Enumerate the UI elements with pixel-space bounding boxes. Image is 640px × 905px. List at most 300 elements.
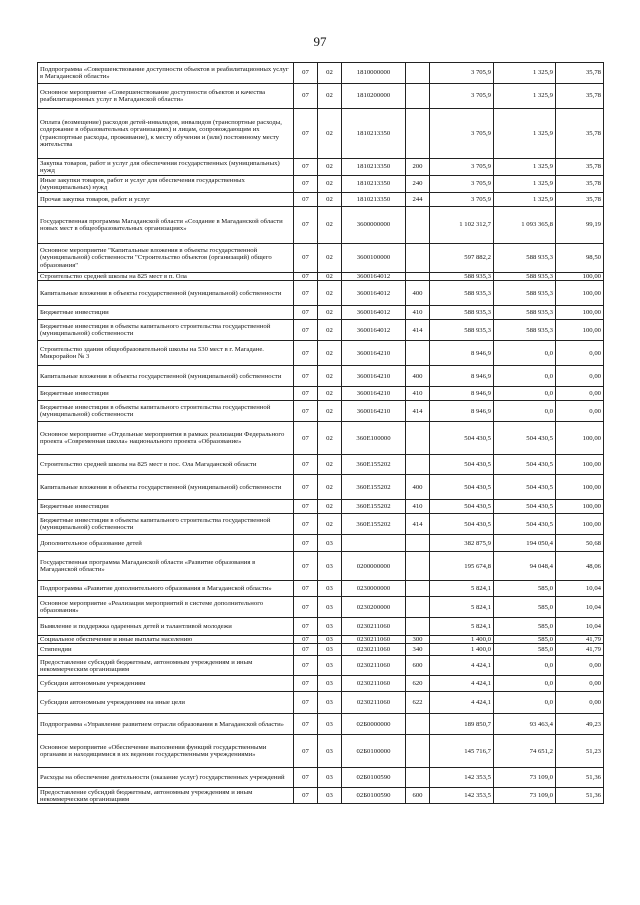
expense-type-code <box>406 341 430 366</box>
planned-amount: 195 674,8 <box>430 552 494 581</box>
section-code: 07 <box>294 788 318 804</box>
table-row <box>38 207 604 244</box>
planned-amount: 588 935,3 <box>430 320 494 341</box>
subsection-code: 03 <box>318 618 342 636</box>
expense-name: Основное мероприятие «Совершенствование доступности объектов и качества реабилитационных услуг в Магаданской области» <box>38 84 294 109</box>
section-code: 07 <box>294 320 318 341</box>
target-article-code: 3600164210 <box>342 366 406 387</box>
execution-percent: 0,00 <box>556 676 604 692</box>
table-row <box>38 788 604 804</box>
planned-amount: 588 935,3 <box>430 273 494 281</box>
executed-amount: 1 325,9 <box>494 109 556 159</box>
target-article-code: 1810000000 <box>342 63 406 84</box>
target-article-code: 3600164210 <box>342 387 406 401</box>
table-row <box>38 500 604 514</box>
table-row <box>38 244 604 273</box>
table-row <box>38 535 604 552</box>
section-code: 07 <box>294 63 318 84</box>
table-row <box>38 692 604 714</box>
executed-amount: 73 109,0 <box>494 768 556 788</box>
table-row <box>38 281 604 306</box>
section-code: 07 <box>294 552 318 581</box>
expense-type-code <box>406 768 430 788</box>
subsection-code: 02 <box>318 387 342 401</box>
table-row <box>38 320 604 341</box>
executed-amount: 585,0 <box>494 644 556 656</box>
execution-percent: 100,00 <box>556 281 604 306</box>
section-code: 07 <box>294 636 318 644</box>
expense-name: Стипендии <box>38 644 294 656</box>
table-row <box>38 768 604 788</box>
expense-type-code <box>406 84 430 109</box>
table-row <box>38 618 604 636</box>
expense-name: Подпрограмма «Управление развитием отрасли образования в Магаданской области» <box>38 714 294 735</box>
section-code: 07 <box>294 193 318 207</box>
subsection-code: 02 <box>318 366 342 387</box>
target-article-code: 360E155202 <box>342 500 406 514</box>
expense-name: Капитальные вложения в объекты государственной (муниципальной) собственности <box>38 281 294 306</box>
planned-amount: 597 882,2 <box>430 244 494 273</box>
subsection-code: 02 <box>318 500 342 514</box>
subsection-code: 02 <box>318 306 342 320</box>
subsection-code: 03 <box>318 768 342 788</box>
executed-amount: 1 325,9 <box>494 84 556 109</box>
table-row <box>38 735 604 768</box>
execution-percent: 0,00 <box>556 401 604 422</box>
planned-amount: 142 353,5 <box>430 768 494 788</box>
expense-type-code: 300 <box>406 636 430 644</box>
subsection-code: 03 <box>318 788 342 804</box>
expense-type-code: 410 <box>406 306 430 320</box>
execution-percent: 0,00 <box>556 366 604 387</box>
table-row <box>38 63 604 84</box>
section-code: 07 <box>294 84 318 109</box>
target-article-code: 0230211060 <box>342 692 406 714</box>
subsection-code: 02 <box>318 455 342 475</box>
expense-name: Бюджетные инвестиции в объекты капитального строительства государственной (муниципальной) собственности <box>38 320 294 341</box>
planned-amount: 4 424,1 <box>430 676 494 692</box>
target-article-code: 1810200000 <box>342 84 406 109</box>
target-article-code: 360E155202 <box>342 514 406 535</box>
table-row <box>38 636 604 644</box>
executed-amount: 93 463,4 <box>494 714 556 735</box>
table-row <box>38 159 604 176</box>
executed-amount: 504 430,5 <box>494 514 556 535</box>
target-article-code: 02Б0000000 <box>342 714 406 735</box>
execution-percent: 10,04 <box>556 581 604 597</box>
target-article-code: 3600100000 <box>342 244 406 273</box>
execution-percent: 49,23 <box>556 714 604 735</box>
table-row <box>38 109 604 159</box>
planned-amount: 1 102 312,7 <box>430 207 494 244</box>
planned-amount: 189 850,7 <box>430 714 494 735</box>
table-row <box>38 193 604 207</box>
expense-name: Закупка товаров, работ и услуг для обеспечения государственных (муниципальных) нужд <box>38 159 294 176</box>
table-row <box>38 84 604 109</box>
subsection-code: 03 <box>318 552 342 581</box>
section-code: 07 <box>294 109 318 159</box>
table-row <box>38 676 604 692</box>
expense-type-code <box>406 109 430 159</box>
expense-name: Бюджетные инвестиции <box>38 306 294 320</box>
table-row <box>38 644 604 656</box>
execution-percent: 51,23 <box>556 735 604 768</box>
expense-name: Бюджетные инвестиции <box>38 500 294 514</box>
section-code: 07 <box>294 387 318 401</box>
planned-amount: 382 875,9 <box>430 535 494 552</box>
subsection-code: 03 <box>318 636 342 644</box>
planned-amount: 1 400,0 <box>430 644 494 656</box>
execution-percent: 35,78 <box>556 109 604 159</box>
budget-table <box>37 62 604 804</box>
expense-name: Государственная программа Магаданской области «Создание в Магаданской области новых мест в общеобразовательных организациях» <box>38 207 294 244</box>
execution-percent: 35,78 <box>556 63 604 84</box>
planned-amount: 3 705,9 <box>430 176 494 193</box>
expense-name: Выявление и поддержка одаренных детей и талантливой молодежи <box>38 618 294 636</box>
section-code: 07 <box>294 714 318 735</box>
table-row <box>38 455 604 475</box>
target-article-code: 0230200000 <box>342 597 406 618</box>
section-code: 07 <box>294 475 318 500</box>
section-code: 07 <box>294 768 318 788</box>
target-article-code: 0230211060 <box>342 656 406 676</box>
expense-name: Подпрограмма «Развитие дополнительного образования в Магаданской области» <box>38 581 294 597</box>
target-article-code: 1810213350 <box>342 159 406 176</box>
planned-amount: 8 946,9 <box>430 341 494 366</box>
table-row <box>38 581 604 597</box>
subsection-code: 02 <box>318 193 342 207</box>
section-code: 07 <box>294 676 318 692</box>
planned-amount: 504 430,5 <box>430 475 494 500</box>
subsection-code: 03 <box>318 714 342 735</box>
planned-amount: 588 935,3 <box>430 281 494 306</box>
executed-amount: 0,0 <box>494 341 556 366</box>
executed-amount: 588 935,3 <box>494 244 556 273</box>
subsection-code: 02 <box>318 244 342 273</box>
section-code: 07 <box>294 656 318 676</box>
subsection-code: 02 <box>318 422 342 455</box>
expense-type-code: 600 <box>406 788 430 804</box>
expense-type-code <box>406 273 430 281</box>
executed-amount: 0,0 <box>494 656 556 676</box>
executed-amount: 504 430,5 <box>494 455 556 475</box>
planned-amount: 4 424,1 <box>430 692 494 714</box>
execution-percent: 100,00 <box>556 455 604 475</box>
execution-percent: 100,00 <box>556 422 604 455</box>
executed-amount: 588 935,3 <box>494 320 556 341</box>
subsection-code: 02 <box>318 341 342 366</box>
subsection-code: 02 <box>318 273 342 281</box>
table-row <box>38 552 604 581</box>
expense-type-code: 240 <box>406 176 430 193</box>
expense-name: Иные закупки товаров, работ и услуг для обеспечения государственных (муниципальных) нужд <box>38 176 294 193</box>
expense-name: Капитальные вложения в объекты государственной (муниципальной) собственности <box>38 475 294 500</box>
execution-percent: 0,00 <box>556 692 604 714</box>
expense-name: Предоставление субсидий бюджетным, автономным учреждениям и иным некоммерческим организациям <box>38 656 294 676</box>
section-code: 07 <box>294 176 318 193</box>
table-row <box>38 387 604 401</box>
execution-percent: 35,78 <box>556 84 604 109</box>
section-code: 07 <box>294 401 318 422</box>
table-row <box>38 341 604 366</box>
executed-amount: 0,0 <box>494 692 556 714</box>
expense-type-code: 414 <box>406 514 430 535</box>
execution-percent: 100,00 <box>556 514 604 535</box>
expense-type-code: 410 <box>406 500 430 514</box>
table-body <box>38 63 604 804</box>
executed-amount: 585,0 <box>494 581 556 597</box>
execution-percent: 0,00 <box>556 341 604 366</box>
expense-name: Строительство здания общеобразовательной школы на 530 мест в г. Магадане. Микрорайон № 3 <box>38 341 294 366</box>
expense-name: Субсидии автономным учреждениям на иные цели <box>38 692 294 714</box>
target-article-code <box>342 535 406 552</box>
planned-amount: 5 824,1 <box>430 581 494 597</box>
target-article-code: 02Б0100590 <box>342 788 406 804</box>
subsection-code: 03 <box>318 656 342 676</box>
execution-percent: 50,68 <box>556 535 604 552</box>
expense-type-code <box>406 597 430 618</box>
expense-name: Предоставление субсидий бюджетным, автономным учреждениям и иным некоммерческим организациям <box>38 788 294 804</box>
table-row <box>38 656 604 676</box>
executed-amount: 504 430,5 <box>494 422 556 455</box>
section-code: 07 <box>294 366 318 387</box>
planned-amount: 3 705,9 <box>430 193 494 207</box>
target-article-code: 1810213350 <box>342 193 406 207</box>
executed-amount: 194 050,4 <box>494 535 556 552</box>
expense-type-code: 600 <box>406 656 430 676</box>
subsection-code: 02 <box>318 320 342 341</box>
expense-type-code: 244 <box>406 193 430 207</box>
table-row <box>38 176 604 193</box>
target-article-code: 3600000000 <box>342 207 406 244</box>
execution-percent: 10,04 <box>556 597 604 618</box>
executed-amount: 585,0 <box>494 636 556 644</box>
subsection-code: 02 <box>318 176 342 193</box>
expense-name: Строительство средней школы на 825 мест в пос. Ола Магаданской области <box>38 455 294 475</box>
executed-amount: 588 935,3 <box>494 281 556 306</box>
execution-percent: 41,79 <box>556 636 604 644</box>
target-article-code: 1810213350 <box>342 109 406 159</box>
expense-type-code: 410 <box>406 387 430 401</box>
planned-amount: 3 705,9 <box>430 109 494 159</box>
subsection-code: 03 <box>318 644 342 656</box>
planned-amount: 8 946,9 <box>430 366 494 387</box>
subsection-code: 02 <box>318 63 342 84</box>
executed-amount: 1 325,9 <box>494 193 556 207</box>
page-number: 97 <box>313 34 327 49</box>
section-code: 07 <box>294 455 318 475</box>
executed-amount: 0,0 <box>494 401 556 422</box>
executed-amount: 0,0 <box>494 676 556 692</box>
execution-percent: 51,36 <box>556 768 604 788</box>
execution-percent: 100,00 <box>556 475 604 500</box>
target-article-code: 02Б0100590 <box>342 768 406 788</box>
table-row <box>38 306 604 320</box>
expense-name: Строительство средней школы на 825 мест в п. Ола <box>38 273 294 281</box>
executed-amount: 585,0 <box>494 597 556 618</box>
execution-percent: 0,00 <box>556 387 604 401</box>
expense-type-code: 340 <box>406 644 430 656</box>
expense-type-code <box>406 207 430 244</box>
subsection-code: 03 <box>318 692 342 714</box>
expense-name: Дополнительное образование детей <box>38 535 294 552</box>
planned-amount: 504 430,5 <box>430 500 494 514</box>
subsection-code: 02 <box>318 84 342 109</box>
table-row <box>38 366 604 387</box>
table-row <box>38 401 604 422</box>
expense-name: Основное мероприятие "Капитальные вложения в объекты государственной (муниципальной) собственности "Строительство объектов (организаций) общего образования" <box>38 244 294 273</box>
planned-amount: 5 824,1 <box>430 597 494 618</box>
target-article-code: 0230211060 <box>342 618 406 636</box>
section-code: 07 <box>294 244 318 273</box>
execution-percent: 0,00 <box>556 656 604 676</box>
planned-amount: 142 353,5 <box>430 788 494 804</box>
expense-type-code <box>406 714 430 735</box>
expense-type-code: 620 <box>406 676 430 692</box>
planned-amount: 3 705,9 <box>430 84 494 109</box>
table-row <box>38 514 604 535</box>
planned-amount: 504 430,5 <box>430 455 494 475</box>
section-code: 07 <box>294 500 318 514</box>
planned-amount: 504 430,5 <box>430 514 494 535</box>
section-code: 07 <box>294 159 318 176</box>
expense-type-code <box>406 581 430 597</box>
expense-type-code: 400 <box>406 281 430 306</box>
target-article-code: 0230211060 <box>342 644 406 656</box>
executed-amount: 1 093 365,8 <box>494 207 556 244</box>
subsection-code: 03 <box>318 676 342 692</box>
expense-name: Бюджетные инвестиции в объекты капитального строительства государственной (муниципальной) собственности <box>38 401 294 422</box>
table-row <box>38 714 604 735</box>
subsection-code: 03 <box>318 581 342 597</box>
execution-percent: 35,78 <box>556 159 604 176</box>
expense-type-code: 400 <box>406 475 430 500</box>
planned-amount: 8 946,9 <box>430 401 494 422</box>
section-code: 07 <box>294 422 318 455</box>
planned-amount: 1 400,0 <box>430 636 494 644</box>
table-row <box>38 475 604 500</box>
table-row <box>38 597 604 618</box>
expense-name: Государственная программа Магаданской области «Развитие образования в Магаданской области» <box>38 552 294 581</box>
execution-percent: 99,19 <box>556 207 604 244</box>
executed-amount: 588 935,3 <box>494 306 556 320</box>
executed-amount: 1 325,9 <box>494 159 556 176</box>
target-article-code: 3600164012 <box>342 273 406 281</box>
expense-type-code: 200 <box>406 159 430 176</box>
section-code: 07 <box>294 281 318 306</box>
section-code: 07 <box>294 514 318 535</box>
executed-amount: 0,0 <box>494 387 556 401</box>
execution-percent: 98,50 <box>556 244 604 273</box>
target-article-code: 360E100000 <box>342 422 406 455</box>
expense-name: Прочая закупка товаров, работ и услуг <box>38 193 294 207</box>
target-article-code: 0230211060 <box>342 676 406 692</box>
subsection-code: 02 <box>318 475 342 500</box>
executed-amount: 0,0 <box>494 366 556 387</box>
execution-percent: 48,06 <box>556 552 604 581</box>
section-code: 07 <box>294 306 318 320</box>
planned-amount: 3 705,9 <box>430 159 494 176</box>
target-article-code: 360E155202 <box>342 475 406 500</box>
section-code: 07 <box>294 735 318 768</box>
executed-amount: 1 325,9 <box>494 63 556 84</box>
execution-percent: 35,78 <box>556 193 604 207</box>
target-article-code: 0230211060 <box>342 636 406 644</box>
expense-name: Социальное обеспечение и иные выплаты населению <box>38 636 294 644</box>
expense-type-code: 414 <box>406 401 430 422</box>
executed-amount: 1 325,9 <box>494 176 556 193</box>
execution-percent: 100,00 <box>556 306 604 320</box>
expense-type-code <box>406 63 430 84</box>
execution-percent: 100,00 <box>556 320 604 341</box>
executed-amount: 588 935,3 <box>494 273 556 281</box>
expense-type-code <box>406 535 430 552</box>
planned-amount: 504 430,5 <box>430 422 494 455</box>
table-row <box>38 273 604 281</box>
expense-name: Капитальные вложения в объекты государственной (муниципальной) собственности <box>38 366 294 387</box>
executed-amount: 585,0 <box>494 618 556 636</box>
target-article-code: 3600164012 <box>342 306 406 320</box>
target-article-code: 0200000000 <box>342 552 406 581</box>
expense-type-code <box>406 735 430 768</box>
expense-type-code <box>406 422 430 455</box>
expense-name: Бюджетные инвестиции <box>38 387 294 401</box>
expense-type-code: 400 <box>406 366 430 387</box>
subsection-code: 02 <box>318 109 342 159</box>
execution-percent: 10,04 <box>556 618 604 636</box>
executed-amount: 504 430,5 <box>494 500 556 514</box>
expense-name: Основное мероприятие «Реализация мероприятий в системе дополнительного образования» <box>38 597 294 618</box>
execution-percent: 100,00 <box>556 273 604 281</box>
target-article-code: 02Б0100000 <box>342 735 406 768</box>
planned-amount: 3 705,9 <box>430 63 494 84</box>
section-code: 07 <box>294 207 318 244</box>
target-article-code: 3600164012 <box>342 320 406 341</box>
expense-type-code <box>406 552 430 581</box>
planned-amount: 588 935,3 <box>430 306 494 320</box>
expense-name: Подпрограмма «Совершенствование доступности объектов и реабилитационных услуг в Магаданской области» <box>38 63 294 84</box>
subsection-code: 02 <box>318 207 342 244</box>
executed-amount: 74 651,2 <box>494 735 556 768</box>
execution-percent: 35,78 <box>556 176 604 193</box>
expense-type-code <box>406 455 430 475</box>
expense-type-code <box>406 618 430 636</box>
subsection-code: 03 <box>318 535 342 552</box>
section-code: 07 <box>294 692 318 714</box>
section-code: 07 <box>294 618 318 636</box>
execution-percent: 51,36 <box>556 788 604 804</box>
expense-name: Бюджетные инвестиции в объекты капитального строительства государственной (муниципальной) собственности <box>38 514 294 535</box>
expense-name: Основное мероприятие «Обеспечение выполнения функций государственными органами и находящимися в их ведении государственными учреждениями» <box>38 735 294 768</box>
executed-amount: 504 430,5 <box>494 475 556 500</box>
section-code: 07 <box>294 273 318 281</box>
planned-amount: 4 424,1 <box>430 656 494 676</box>
target-article-code: 3600164210 <box>342 341 406 366</box>
section-code: 07 <box>294 581 318 597</box>
planned-amount: 145 716,7 <box>430 735 494 768</box>
expense-type-code <box>406 244 430 273</box>
table-row <box>38 422 604 455</box>
subsection-code: 03 <box>318 735 342 768</box>
execution-percent: 41,79 <box>556 644 604 656</box>
expense-name: Оплата (возмещение) расходов детей-инвалидов, инвалидов (транспортные расходы, содержание в образовательных организациях) и лицам, сопровождающим их (транспортные расходы, проживание), к месту обучения и (или) постоянному месту жительства <box>38 109 294 159</box>
subsection-code: 03 <box>318 597 342 618</box>
planned-amount: 8 946,9 <box>430 387 494 401</box>
expense-type-code: 414 <box>406 320 430 341</box>
expense-type-code: 622 <box>406 692 430 714</box>
target-article-code: 1810213350 <box>342 176 406 193</box>
section-code: 07 <box>294 644 318 656</box>
